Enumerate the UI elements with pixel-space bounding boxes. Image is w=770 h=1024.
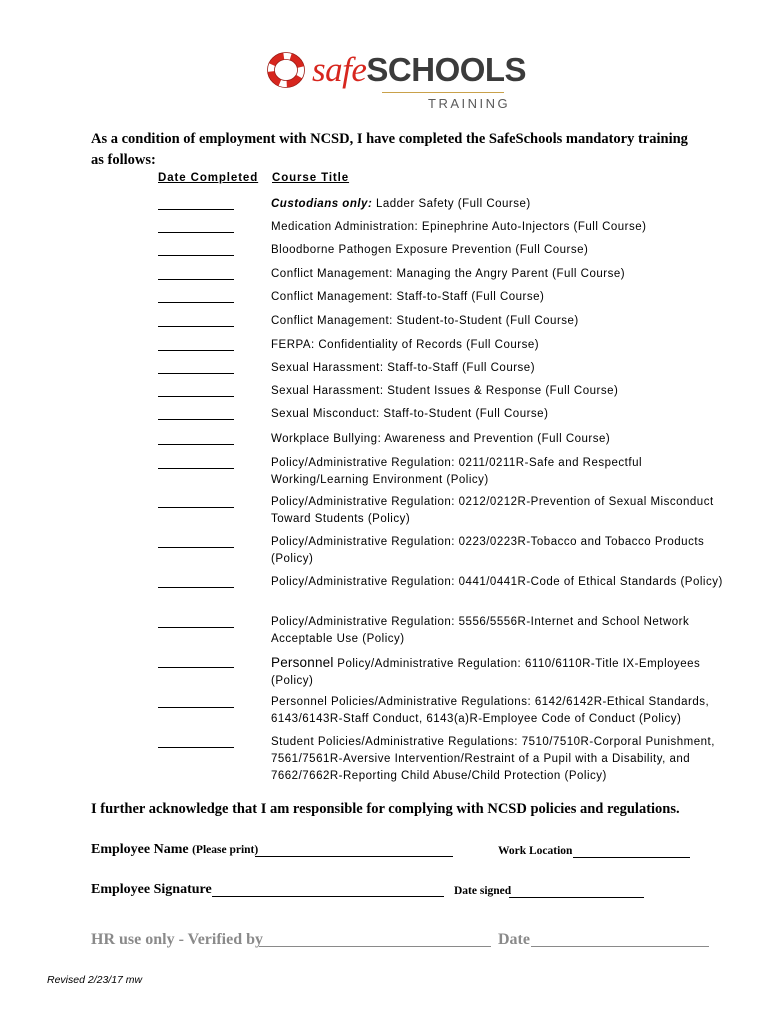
course-title — [271, 337, 731, 354]
date-signed-label: Date signed — [454, 885, 512, 897]
course-title-text: Sexual Harassment: Student Issues & Response (Full Course) — [271, 385, 619, 397]
course-title-text: Policy/Administrative Regulation: 0211/0211R-Safe and Respectful Working/Learning Environment (Policy) — [271, 457, 643, 486]
employee-name-label: Employee Name (Please print) — [91, 842, 259, 857]
course-title — [271, 219, 731, 236]
course-audience-label: Custodians only: — [271, 198, 373, 210]
course-title — [271, 242, 731, 259]
course-title — [271, 313, 731, 330]
work-location-label: Work Location — [498, 845, 573, 857]
course-title-text: Policy/Administrative Regulation: 6110/6110R-Title IX-Employees (Policy) — [271, 658, 701, 687]
date-completed-header: Date Completed — [158, 172, 259, 184]
revision-note: Revised 2/23/17 mw — [47, 974, 143, 986]
course-title — [271, 360, 731, 377]
hr-verified-field[interactable] — [259, 931, 491, 947]
course-title-text: Medication Administration: Epinephrine Auto-Injectors (Full Course) — [271, 221, 647, 233]
course-title — [271, 694, 731, 728]
course-title — [271, 614, 731, 648]
hr-date-field[interactable] — [531, 931, 709, 947]
course-title-text: Policy/Administrative Regulation: 0212/0212R-Prevention of Sexual Misconduct Toward Students (Policy) — [271, 496, 714, 525]
date-signed-field[interactable] — [509, 885, 644, 898]
course-title — [271, 534, 731, 568]
course-title-text: Conflict Management: Staff-to-Staff (Full Course) — [271, 291, 545, 303]
course-title — [271, 574, 731, 591]
safeschools-logo — [266, 46, 527, 114]
logo-subtitle: TRAINING — [428, 96, 511, 111]
course-title — [271, 266, 731, 283]
logo-divider — [382, 92, 504, 93]
course-title-text: Ladder Safety (Full Course) — [372, 198, 531, 210]
course-title-text: Policy/Administrative Regulation: 0441/0441R-Code of Ethical Standards (Policy) — [271, 576, 723, 588]
course-title-text: Policy/Administrative Regulation: 5556/5556R-Internet and School Network Acceptable Use (Policy) — [271, 616, 690, 645]
course-title-text: FERPA: Confidentiality of Records (Full Course) — [271, 339, 540, 351]
employee-signature-field[interactable] — [212, 882, 444, 897]
intro-statement: As a condition of employment with NCSD, I have completed the SafeSchools mandatory training as follows: — [91, 131, 688, 168]
life-ring-icon — [266, 50, 308, 90]
course-title-text: Conflict Management: Student-to-Student (Full Course) — [271, 315, 579, 327]
hr-date-label: Date — [498, 931, 530, 948]
course-title — [271, 196, 731, 213]
course-category-label: Personnel — [271, 655, 334, 670]
course-title — [271, 494, 731, 528]
work-location-field[interactable] — [573, 845, 690, 858]
acknowledgement: I further acknowledge that I am responsible for complying with NCSD policies and regulations. — [91, 801, 680, 817]
course-title — [271, 406, 731, 423]
hr-verified-label: HR use only - Verified by — [91, 931, 264, 948]
course-title-text: Bloodborne Pathogen Exposure Prevention (Full Course) — [271, 244, 589, 256]
course-title-text: Policy/Administrative Regulation: 0223/0223R-Tobacco and Tobacco Products (Policy) — [271, 536, 705, 565]
course-title — [271, 654, 731, 690]
brand-wordmark: safeSCHOOLS — [312, 50, 527, 89]
employee-name-field[interactable] — [255, 842, 453, 857]
course-title — [271, 383, 731, 400]
course-title-text: Personnel Policies/Administrative Regulations: 6142/6142R-Ethical Standards, 6143/6143R-Staff Conduct, 6143(a)R-Employee Code of Conduct (Policy) — [271, 696, 710, 725]
course-title-text: Sexual Harassment: Staff-to-Staff (Full Course) — [271, 362, 536, 374]
course-title — [271, 455, 731, 489]
employee-signature-label: Employee Signature — [91, 882, 212, 897]
course-title — [271, 431, 731, 448]
course-title-text: Workplace Bullying: Awareness and Prevention (Full Course) — [271, 433, 611, 445]
course-title-text: Conflict Management: Managing the Angry Parent (Full Course) — [271, 268, 626, 280]
course-title — [271, 734, 731, 785]
course-title-header: Course Title — [272, 172, 350, 184]
course-title — [271, 289, 731, 306]
course-title-text: Sexual Misconduct: Staff-to-Student (Full Course) — [271, 408, 549, 420]
course-title-text: Student Policies/Administrative Regulations: 7510/7510R-Corporal Punishment, 7561/7561R-Aversive Intervention/Restraint of a Pupil with a Disability, and 7662/7662R-Reporting Child Abuse/Child Protection (Policy) — [271, 736, 715, 782]
